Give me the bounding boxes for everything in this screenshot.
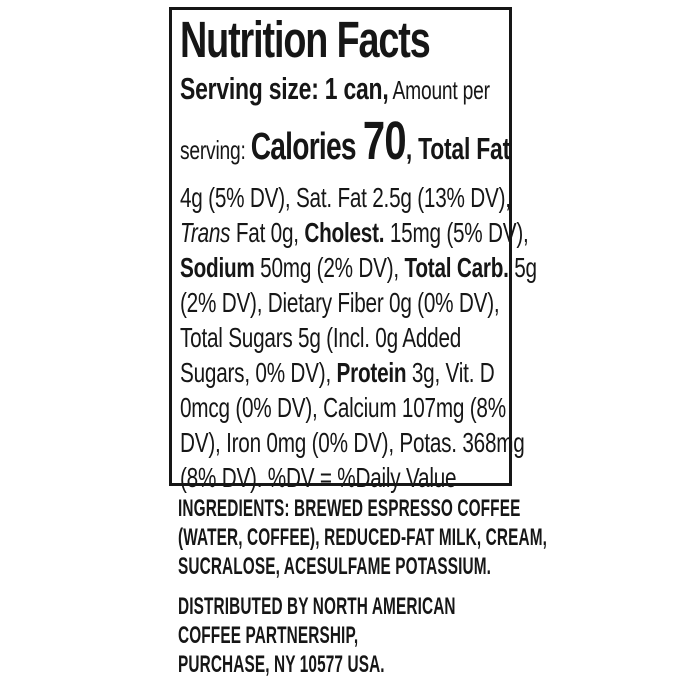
ingredients-line: (WATER, COFFEE), REDUCED-FAT MILK, CREAM, xyxy=(178,524,548,551)
vitamin-d-calcium-line xyxy=(180,390,520,425)
trans-fat-cholesterol-line xyxy=(180,215,529,250)
serving-size-line xyxy=(180,67,520,116)
footnote-text: (8% DV). %DV = %Daily Value xyxy=(180,462,457,493)
sodium-label: Sodium xyxy=(180,252,255,283)
sugars-values-1: Total Sugars 5g (Incl. 0g Added xyxy=(180,322,462,353)
sodium-value: 50mg (2% DV), xyxy=(254,252,405,283)
sugars-line-1 xyxy=(180,320,520,355)
nutrition-facts-panel xyxy=(169,7,537,493)
total-carb-label: Total Carb. xyxy=(404,252,509,283)
calories-label: Calories xyxy=(250,126,363,168)
vitamin-d-values: 0mcg (0% DV), Calcium 107mg (8% xyxy=(180,392,506,423)
ingredients-text xyxy=(178,494,547,581)
nutrition-facts-content xyxy=(180,11,537,495)
trans-fat-value: Fat 0g, xyxy=(230,217,305,248)
trans-label: Trans xyxy=(180,217,231,248)
distributor-line: COFFEE PARTNERSHIP, xyxy=(178,622,359,649)
cholesterol-value: 15mg (5% DV), xyxy=(384,217,529,248)
sodium-carb-line xyxy=(180,250,537,285)
distributor-line: PURCHASE, NY 10577 USA. xyxy=(178,651,385,678)
protein-value: 3g, Vit. D xyxy=(406,357,495,388)
protein-label: Protein xyxy=(336,357,407,388)
total-carb-value: 5g xyxy=(508,252,537,283)
calories-line xyxy=(180,111,520,180)
fat-values: 4g (5% DV), Sat. Fat 2.5g (13% DV), xyxy=(180,182,511,213)
distributor-text xyxy=(178,592,456,679)
daily-value-footnote xyxy=(180,460,520,495)
ingredients-line: SUCRALOSE, ACESULFAME POTASSIUM. xyxy=(178,553,492,580)
ingredients-line: INGREDIENTS: BREWED ESPRESSO COFFEE xyxy=(178,495,521,522)
serving-size-value: Serving size: 1 can, xyxy=(180,71,389,106)
cholesterol-label: Cholest. xyxy=(304,217,385,248)
distributor-line: DISTRIBUTED BY NORTH AMERICAN xyxy=(178,593,456,620)
sugars-protein-line xyxy=(180,355,520,390)
serving-label: serving: xyxy=(180,135,251,165)
total-fat-label: , Total Fat xyxy=(405,131,511,166)
fat-line xyxy=(180,180,520,215)
fiber-line xyxy=(180,285,520,320)
fiber-values: (2% DV), Dietary Fiber 0g (0% DV), xyxy=(180,287,500,318)
calories-value: 70 xyxy=(362,111,406,171)
amount-per-label: Amount per xyxy=(388,75,490,105)
nutrition-facts-title: Nutrition Facts xyxy=(180,11,430,68)
iron-potassium-line xyxy=(180,425,525,460)
mineral-values: DV), Iron 0mg (0% DV), Potas. 368mg xyxy=(180,427,525,458)
sugars-values-2: Sugars, 0% DV), xyxy=(180,357,337,388)
